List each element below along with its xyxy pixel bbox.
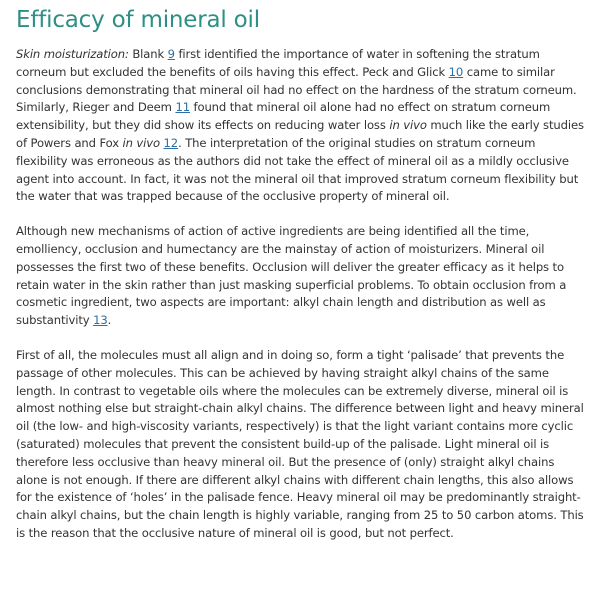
paragraph-text: . (107, 313, 112, 328)
paragraph-text: much like the early studies of Powers and Fox (16, 118, 584, 150)
paragraph-text: found that mineral oil alone had no effect on stratum corneum extensibility, but they did show its effects on reducing water loss (16, 100, 551, 133)
italic-term: in vivo (122, 135, 160, 150)
paragraph-text: Although new mechanisms of action of active ingredients are being identified all the time, emolliency, occlusion and humectancy are the mainstay of action of moisturizers. Mineral oil possesses the first two of these benefits. Occlusion will deliver the greater efficacy as it helps to retain water in the skin rather than just masking superficial problems. To obtain occlusion from a cosmetic ingredient, two aspects are important: alkyl chain length and distribution as well as substantivity (16, 224, 567, 328)
reference-link-12[interactable]: 12 (163, 135, 179, 150)
reference-link-13[interactable]: 13 (93, 313, 108, 328)
italic-term: in vivo (389, 118, 427, 133)
paragraph-text: Blank (128, 47, 168, 61)
paragraph-text: . The interpretation of the original studies on stratum corneum flexibility was erroneous as the authors did not take the effect of mineral oil as a mildly occlusive agent into account. In fact, it was not the mineral oil that improved stratum corneum flexibility but the water that was trapped because of the occlusive property of mineral oil. (16, 135, 579, 204)
reference-link-9[interactable]: 9 (167, 47, 175, 61)
paragraph-text: came to similar conclusions demonstrating that mineral oil had no effect on the hardness of the stratum corneum. Similarly, Rieger and Deem (16, 64, 577, 115)
article-title: Efficacy of mineral oil (16, 7, 260, 33)
reference-link-10[interactable]: 10 (448, 64, 464, 79)
reference-link-11[interactable]: 11 (175, 100, 190, 115)
paragraph-palisade: First of all, the molecules must all align and in doing so, form a tight ‘palisade’ that prevents the passage of other molecules. This can be achieved by having straight alkyl chains of the same length. In contrast to vegetable oils where the molecules can be extremely diverse, mineral oil is almost nothing else but straight-chain alkyl chains. The difference between light and heavy mineral oil (the low- and high-viscosity variants, respectively) is that the light variant contains more cyclic (saturated) molecules that prevent the consistent build-up of the palisade. Light mineral oil is therefore less occlusive than heavy mineral oil. But the presence of (only) straight alkyl chains alone is not enough. If there are different alkyl chains with different chain lengths, this also allows for the existence of ‘holes’ in the palisade fence. Heavy mineral oil may be predominantly straight-chain alkyl chains, but the chain length is highly variable, ranging from 25 to 50 carbon atoms. This is the reason that the occlusive nature of mineral oil is good, but not perfect. (16, 347, 584, 540)
paragraph-lead: Skin moisturization: (16, 47, 129, 61)
paragraph-mechanisms (16, 223, 588, 330)
paragraph-text: first identified the importance of water in softening the stratum corneum but excluded the benefits of oils having this effect. Peck and Glick (16, 47, 540, 79)
paragraph-skin-moisturization (16, 46, 588, 206)
